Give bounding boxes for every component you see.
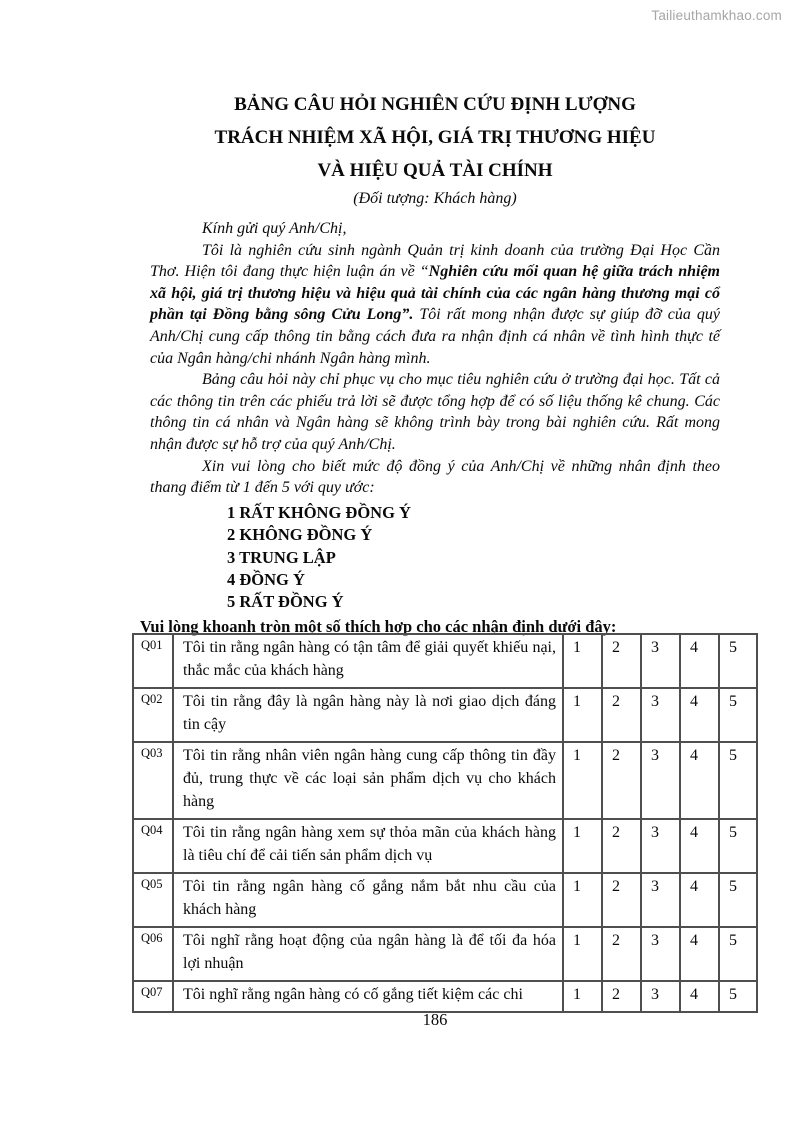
rating-option-2: 2 [602, 742, 641, 819]
question-id: Q06 [133, 927, 173, 981]
rating-option-4: 4 [680, 873, 719, 927]
rating-option-5: 5 [719, 634, 757, 688]
letter-paragraph-1 [150, 240, 720, 370]
scale-item: 3 TRUNG LẬP [227, 547, 336, 567]
question-id: Q07 [133, 981, 173, 1012]
question-id: Q02 [133, 688, 173, 742]
table-instruction: Vui lòng khoanh tròn một số thích hợp cho các nhận định dưới đây: [140, 616, 617, 636]
question-text: Tôi tin rằng ngân hàng có tận tâm để giải quyết khiếu nại, thắc mắc của khách hàng [173, 634, 563, 688]
rating-option-1: 1 [563, 819, 602, 873]
questionnaire-table-body [133, 634, 757, 1012]
rating-option-4: 4 [680, 819, 719, 873]
rating-option-2: 2 [602, 981, 641, 1012]
page-subtitle: (Đối tượng: Khách hàng) [353, 190, 517, 207]
letter-p1-after: Tôi rất mong nhận được sự giúp đỡ của quý Anh/Chị cung cấp thông tin bằng cách đưa ra nhận định cá nhân về tình hình thực tế của Ngân hàng/chi nhánh Ngân hàng mình. [150, 306, 720, 367]
rating-option-5: 5 [719, 927, 757, 981]
table-row [133, 742, 757, 819]
rating-option-1: 1 [563, 981, 602, 1012]
rating-option-1: 1 [563, 688, 602, 742]
question-text: Tôi tin rằng ngân hàng cố gắng nắm bắt nhu cầu của khách hàng [173, 873, 563, 927]
rating-option-4: 4 [680, 742, 719, 819]
rating-option-1: 1 [563, 742, 602, 819]
question-id: Q01 [133, 634, 173, 688]
rating-option-3: 3 [641, 688, 680, 742]
question-id: Q05 [133, 873, 173, 927]
question-text: Tôi tin rằng nhân viên ngân hàng cung cấp thông tin đầy đủ, trung thực về các loại sản phẩm dịch vụ cho khách hàng [173, 742, 563, 819]
rating-option-2: 2 [602, 873, 641, 927]
scale-item: 5 RẤT ĐỒNG Ý [227, 592, 344, 612]
page-title-line-1: BẢNG CÂU HỎI NGHIÊN CỨU ĐỊNH LƯỢNG [234, 94, 636, 115]
scale-item: 4 ĐỒNG Ý [227, 569, 305, 589]
rating-option-5: 5 [719, 873, 757, 927]
page-number: 186 [422, 1010, 448, 1029]
thesis-title: Nghiên cứu mối quan hệ giữa trách nhiệm xã hội, giá trị thương hiệu và hiệu quả tài chính của các ngân hàng thương mại cổ phần tại Đồng bằng sông Cửu Long”. [150, 263, 721, 324]
scale-item: 1 RẤT KHÔNG ĐỒNG Ý [227, 502, 411, 522]
rating-option-2: 2 [602, 634, 641, 688]
page-title-line-3: VÀ HIỆU QUẢ TÀI CHÍNH [317, 160, 553, 181]
table-row [133, 634, 757, 688]
table-row [133, 688, 757, 742]
letter-paragraph-2: Bảng câu hỏi này chỉ phục vụ cho mục tiêu nghiên cứu ở trường đại học. Tất cả các thông tin trên các phiếu trả lời sẽ được tổng hợp để có số liệu thống kê chung. Các thông tin cá nhân và Ngân hàng sẽ không trình bày trong bài nghiên cứu. Rất mong nhận được sự hỗ trợ của quý Anh/Chị. [150, 371, 720, 453]
question-text: Tôi tin rằng ngân hàng xem sự thỏa mãn của khách hàng là tiêu chí để cải tiến sản phẩm dịch vụ [173, 819, 563, 873]
rating-option-5: 5 [719, 742, 757, 819]
letter-salutation: Kính gửi quý Anh/Chị, [202, 220, 347, 237]
rating-option-5: 5 [719, 981, 757, 1012]
intro-letter [150, 218, 720, 499]
page-title-line-2: TRÁCH NHIỆM XÃ HỘI, GIÁ TRỊ THƯƠNG HIỆU [214, 127, 656, 148]
question-id: Q04 [133, 819, 173, 873]
scale-item: 2 KHÔNG ĐỒNG Ý [227, 525, 373, 545]
question-text: Tôi tin rằng đây là ngân hàng này là nơi giao dịch đáng tin cậy [173, 688, 563, 742]
question-text: Tôi nghĩ rằng ngân hàng có cố gắng tiết kiệm các chi [173, 981, 563, 1012]
document-body [140, 88, 721, 637]
rating-option-3: 3 [641, 634, 680, 688]
rating-option-4: 4 [680, 688, 719, 742]
rating-option-4: 4 [680, 927, 719, 981]
rating-option-2: 2 [602, 927, 641, 981]
question-text: Tôi nghĩ rằng hoạt động của ngân hàng là để tối đa hóa lợi nhuận [173, 927, 563, 981]
rating-option-3: 3 [641, 873, 680, 927]
watermark: Tailieuthamkhao.com [651, 8, 782, 23]
rating-option-1: 1 [563, 927, 602, 981]
questionnaire-table [132, 633, 758, 1013]
rating-option-3: 3 [641, 742, 680, 819]
rating-scale-legend [227, 502, 720, 614]
rating-option-4: 4 [680, 981, 719, 1012]
rating-option-2: 2 [602, 688, 641, 742]
letter-paragraph-3: Xin vui lòng cho biết mức độ đồng ý của Anh/Chị về những nhân định theo thang điểm từ 1 đến 5 với quy ước: [150, 457, 720, 497]
rating-option-5: 5 [719, 819, 757, 873]
table-row [133, 819, 757, 873]
rating-option-5: 5 [719, 688, 757, 742]
rating-option-2: 2 [602, 819, 641, 873]
table-row [133, 927, 757, 981]
rating-option-4: 4 [680, 634, 719, 688]
rating-option-1: 1 [563, 873, 602, 927]
table-row [133, 873, 757, 927]
rating-option-1: 1 [563, 634, 602, 688]
letter-p1-before: Tôi là nghiên cứu sinh ngành Quản trị kinh doanh của trường Đại Học Cần Thơ. Hiện tôi đang thực hiện luận án về “ [150, 241, 720, 281]
rating-option-3: 3 [641, 981, 680, 1012]
table-row [133, 981, 757, 1012]
question-id: Q03 [133, 742, 173, 819]
rating-option-3: 3 [641, 927, 680, 981]
rating-option-3: 3 [641, 819, 680, 873]
